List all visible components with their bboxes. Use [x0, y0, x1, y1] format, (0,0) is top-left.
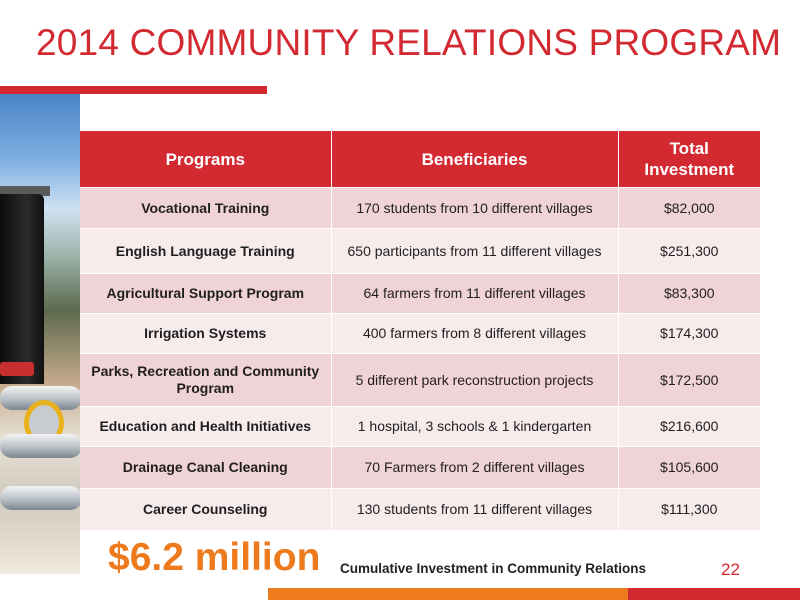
investment-cell: $172,500	[618, 354, 760, 407]
program-name: Agricultural Support Program	[80, 274, 331, 314]
investment-cell: $105,600	[618, 447, 760, 489]
program-name: Parks, Recreation and Community Program	[80, 354, 331, 407]
table-row	[80, 447, 760, 489]
beneficiaries-cell: 64 farmers from 11 different villages	[331, 274, 618, 314]
beneficiaries-cell: 1 hospital, 3 schools & 1 kindergarten	[331, 407, 618, 447]
beneficiaries-cell: 70 Farmers from 2 different villages	[331, 447, 618, 489]
program-name: Career Counseling	[80, 489, 331, 530]
investment-cell: $83,300	[618, 274, 760, 314]
table-row	[80, 314, 760, 354]
footer-bar-red	[628, 588, 800, 600]
table-header-row	[80, 131, 760, 188]
title-underline	[0, 86, 267, 94]
beneficiaries-cell: 130 students from 11 different villages	[331, 489, 618, 530]
storage-tank	[0, 194, 44, 384]
header-beneficiaries: Beneficiaries	[331, 131, 618, 188]
beneficiaries-cell: 400 farmers from 8 different villages	[331, 314, 618, 354]
industrial-photo	[0, 94, 80, 574]
investment-cell: $82,000	[618, 188, 760, 229]
programs-table	[80, 131, 760, 530]
beneficiaries-cell: 650 participants from 11 different villages	[331, 229, 618, 274]
pipe	[0, 486, 80, 510]
beneficiaries-cell: 170 students from 10 different villages	[331, 188, 618, 229]
cumulative-total-label: Cumulative Investment in Community Relations	[340, 561, 647, 576]
program-name: Irrigation Systems	[80, 314, 331, 354]
table-row	[80, 274, 760, 314]
footer-bar-orange	[268, 588, 628, 600]
cumulative-total: $6.2 million	[108, 536, 321, 579]
program-name: Vocational Training	[80, 188, 331, 229]
table-row	[80, 229, 760, 274]
table-row	[80, 407, 760, 447]
program-name: Drainage Canal Cleaning	[80, 447, 331, 489]
page-number: 22	[721, 560, 740, 579]
beneficiaries-cell: 5 different park reconstruction projects	[331, 354, 618, 407]
investment-cell: $111,300	[618, 489, 760, 530]
header-total-investment: Total Investment	[618, 131, 760, 188]
pipe	[0, 434, 80, 458]
investment-cell: $251,300	[618, 229, 760, 274]
red-valve	[0, 362, 34, 376]
slide-title: 2014 COMMUNITY RELATIONS PROGRAM	[36, 22, 782, 63]
table-row	[80, 354, 760, 407]
program-name: Education and Health Initiatives	[80, 407, 331, 447]
table-row	[80, 489, 760, 530]
header-programs: Programs	[80, 131, 331, 188]
investment-cell: $174,300	[618, 314, 760, 354]
investment-cell: $216,600	[618, 407, 760, 447]
table-row	[80, 188, 760, 229]
program-name: English Language Training	[80, 229, 331, 274]
